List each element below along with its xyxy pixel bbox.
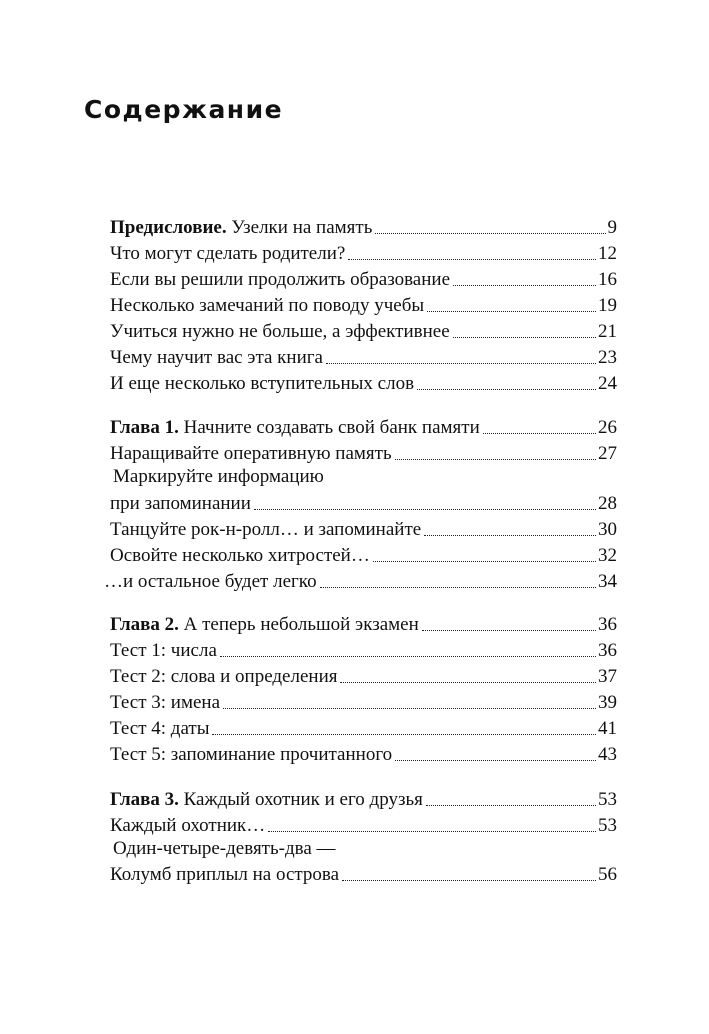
page-number: 37 <box>598 666 617 687</box>
toc-chapter-preface[interactable] <box>110 213 617 239</box>
dot-leader <box>223 708 596 709</box>
dot-leader <box>254 509 596 510</box>
toc-item[interactable] <box>104 567 617 593</box>
dot-leader <box>220 656 596 657</box>
dot-leader <box>453 285 596 286</box>
toc-item[interactable] <box>110 740 617 766</box>
toc-item-title: Чему научит вас эта книга <box>110 347 323 368</box>
dot-leader <box>453 337 596 338</box>
dot-leader <box>375 233 605 234</box>
page-number: 16 <box>598 269 617 290</box>
dot-leader <box>483 433 596 434</box>
toc-item[interactable] <box>110 439 617 465</box>
page-number: 53 <box>598 789 617 810</box>
toc-item-title-line1: Один-четыре-девять-два — <box>113 838 336 859</box>
dot-leader <box>320 587 596 588</box>
toc-item-title: …и остальное будет легко <box>104 571 317 592</box>
toc-item[interactable] <box>110 343 617 369</box>
page-number: 27 <box>598 443 617 464</box>
chapter-title: А теперь небольшой экзамен <box>183 614 419 635</box>
page-number: 36 <box>598 640 617 661</box>
page-number: 36 <box>598 614 617 635</box>
toc-item[interactable] <box>110 317 617 343</box>
chapter-label: Предисловие. <box>110 217 227 238</box>
dot-leader <box>342 880 596 881</box>
page-number: 19 <box>598 295 617 316</box>
toc-item-title: Тест 5: запоминание прочитанного <box>110 744 393 765</box>
dot-leader <box>417 389 596 390</box>
toc-chapter-3[interactable] <box>110 785 617 811</box>
toc-item-title: Несколько замечаний по поводу учебы <box>110 295 425 316</box>
page-number: 53 <box>598 815 617 836</box>
toc-item-title: Тест 4: даты <box>110 718 210 739</box>
toc-item-title: Наращивайте оперативную память <box>110 443 392 464</box>
toc-item-title: Освойте несколько хитростей… <box>110 545 370 566</box>
page-number: 12 <box>598 243 617 264</box>
toc-item-title: Тест 1: числа <box>110 640 217 661</box>
toc-item[interactable] <box>110 265 617 291</box>
chapter-label: Глава 1. <box>110 417 179 438</box>
page-number: 43 <box>598 744 617 765</box>
toc-item-title: Что могут сделать родители? <box>110 243 346 264</box>
chapter-label: Глава 3. <box>110 789 179 810</box>
chapter-title: Начните создавать свой банк памяти <box>183 417 480 438</box>
dot-leader <box>427 311 596 312</box>
page-title: Содержание <box>84 95 284 124</box>
dot-leader <box>212 734 596 735</box>
dot-leader <box>426 805 596 806</box>
page-number: 23 <box>598 347 617 368</box>
page-number: 9 <box>607 217 617 238</box>
dot-leader <box>395 760 596 761</box>
toc-item[interactable] <box>110 369 617 395</box>
toc-item-title: при запоминании <box>110 493 251 514</box>
toc-item[interactable] <box>110 239 617 265</box>
page-number: 24 <box>598 373 617 394</box>
toc-item[interactable] <box>110 662 617 688</box>
page-number: 41 <box>598 718 617 739</box>
page-number: 28 <box>598 493 617 514</box>
toc-item[interactable] <box>110 636 617 662</box>
toc-item[interactable] <box>110 811 617 837</box>
dot-leader <box>373 561 596 562</box>
toc-item-title: Танцуйте рок-н-ролл… и запоминайте <box>110 519 422 540</box>
dot-leader <box>268 831 596 832</box>
toc-item-title-line1: Маркируйте информацию <box>113 466 324 487</box>
toc-item-title: Учиться нужно не больше, а эффективнее <box>110 321 450 342</box>
page-number: 34 <box>598 571 617 592</box>
toc-chapter-2[interactable] <box>110 610 617 636</box>
toc-item[interactable] <box>110 541 617 567</box>
toc-item-title: Тест 2: слова и определения <box>110 666 338 687</box>
toc-item[interactable] <box>110 515 617 541</box>
dot-leader <box>340 682 596 683</box>
page-number: 32 <box>598 545 617 566</box>
page-number: 21 <box>598 321 617 342</box>
chapter-title: Каждый охотник и его друзья <box>183 789 423 810</box>
chapter-label: Глава 2. <box>110 614 179 635</box>
page-number: 26 <box>598 417 617 438</box>
page-number: 56 <box>598 864 617 885</box>
page-number: 30 <box>598 519 617 540</box>
toc-item[interactable] <box>110 860 617 886</box>
dot-leader <box>348 259 596 260</box>
dot-leader <box>395 459 596 460</box>
chapter-title: Узелки на память <box>231 217 373 238</box>
toc-item[interactable] <box>110 688 617 714</box>
toc-item[interactable] <box>110 291 617 317</box>
toc-chapter-1[interactable] <box>110 413 617 439</box>
toc-item-title: Если вы решили продолжить образование <box>110 269 451 290</box>
dot-leader <box>422 630 596 631</box>
dot-leader <box>424 535 596 536</box>
toc-item-title: Каждый охотник… <box>110 815 266 836</box>
toc-item-title: Колумб приплыл на острова <box>110 864 340 885</box>
toc-item-title: И еще несколько вступительных слов <box>110 373 415 394</box>
dot-leader <box>326 363 596 364</box>
toc-item[interactable] <box>110 714 617 740</box>
page-number: 39 <box>598 692 617 713</box>
toc-item-title: Тест 3: имена <box>110 692 221 713</box>
toc-item[interactable] <box>110 489 617 515</box>
